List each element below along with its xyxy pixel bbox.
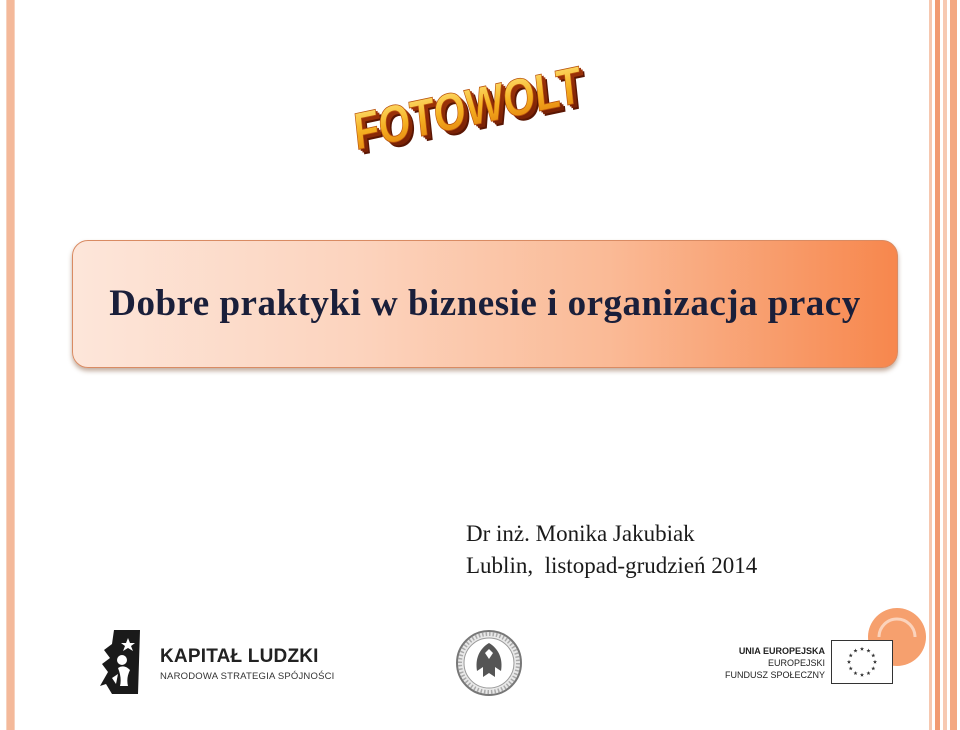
title-banner: [72, 240, 898, 368]
slide-title: Dobre praktyki w biznesie i organizacja pracy: [109, 283, 861, 324]
right-decorative-stripe: [950, 0, 957, 730]
eu-name: UNIA EUROPEJSKA: [738, 646, 825, 656]
kapital-ludzki-subtitle: NARODOWA STRATEGIA SPÓJNOŚCI: [160, 671, 335, 682]
svg-text:FOTOWOLT: FOTOWOLT: [355, 62, 604, 166]
svg-text:FOTOWOLT: FOTOWOLT: [351, 62, 604, 162]
left-decorative-border: [6, 0, 15, 730]
svg-text:FOTOWOLT: FOTOWOLT: [353, 62, 604, 164]
kapital-ludzki-name: KAPITAŁ LUDZKI: [160, 646, 319, 667]
eu-fund-line: EUROPEJSKI: [767, 658, 825, 668]
university-seal-icon: [455, 629, 523, 697]
author-place-date: Lublin, listopad-grudzień 2014: [466, 553, 758, 578]
right-decorative-stripe: [935, 0, 940, 730]
eu-flag-icon: [831, 640, 893, 684]
eu-fund-line: FUNDUSZ SPOŁECZNY: [724, 670, 825, 680]
eu-funding-text: [705, 645, 825, 681]
author-name: Dr inż. Monika Jakubiak: [466, 521, 695, 546]
svg-text:FOTOWOLT: FOTOWOLT: [356, 62, 604, 167]
kapital-ludzki-emblem-icon: [98, 628, 146, 696]
right-decorative-stripe: [929, 0, 932, 730]
right-decorative-stripe: [943, 0, 947, 730]
fotowolt-3d-wordmark-icon: [344, 62, 604, 180]
kapital-ludzki-logo: [98, 628, 335, 698]
author-block: [466, 518, 757, 582]
